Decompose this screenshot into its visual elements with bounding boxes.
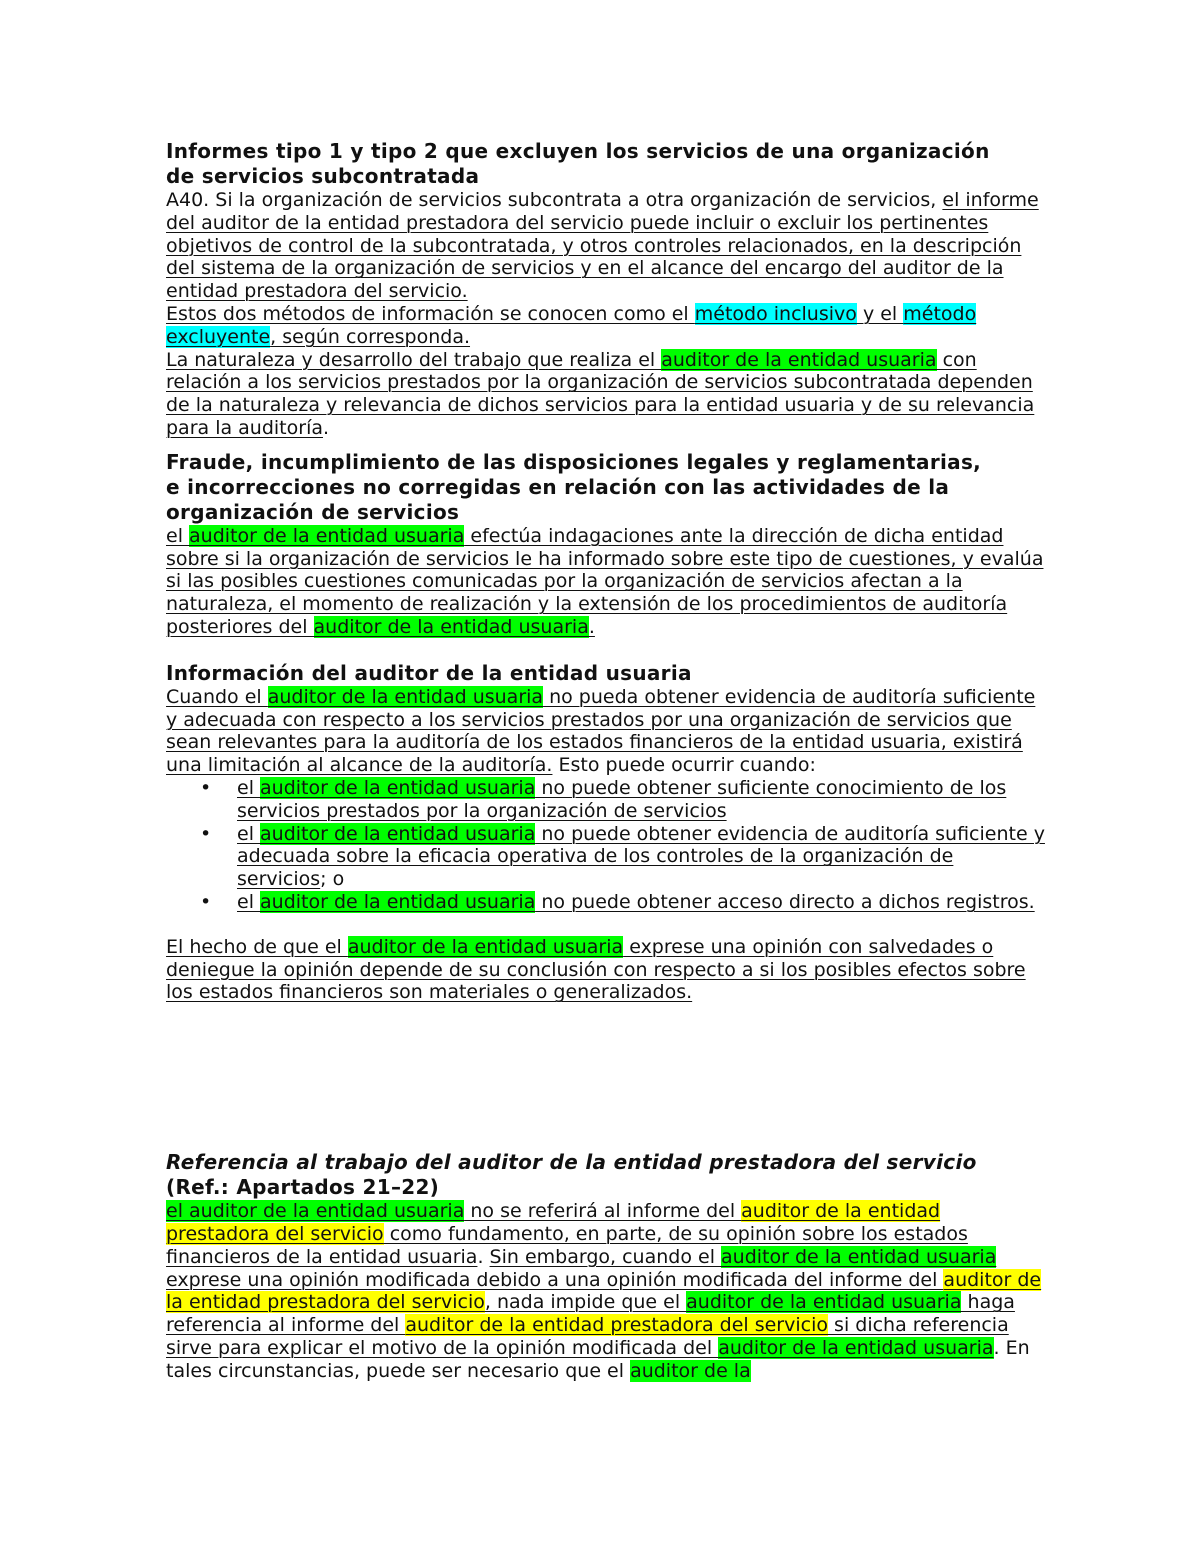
highlight-metodo-inclusivo: método inclusivo	[694, 302, 857, 325]
heading-line: organización de servicios	[166, 499, 460, 524]
text-run: el	[166, 524, 190, 547]
text-run: .	[323, 416, 330, 439]
text-run: exprese una opinión con salvedades o deniegue la opinión depende de su conclusión con respecto a si los posibles efectos sobre los estados financieros son materiales o generalizados.	[166, 935, 1026, 1004]
highlight-auditor-usuaria: auditor de la entidad usuaria	[260, 776, 536, 799]
text-run: , según corresponda.	[270, 325, 471, 348]
highlight-auditor-usuaria: auditor de la entidad usuaria	[267, 685, 544, 708]
highlight-auditor-usuaria: auditor de la entidad usuaria	[347, 935, 624, 958]
paragraph-metodos	[166, 303, 1046, 349]
text-run: Estos dos métodos de información se conocen como el	[166, 302, 695, 325]
highlight-auditor-usuaria: auditor de la entidad usuaria	[661, 348, 937, 371]
heading-line: Informes tipo 1 y tipo 2 que excluyen los servicios de una organización	[166, 139, 990, 163]
underlined-text: Sin embargo, cuando el	[489, 1245, 722, 1268]
underlined-text: no puede obtener evidencia de auditoría suficiente y adecuada sobre la eficacia operativa de los controles de la organización de servicios	[237, 822, 1045, 891]
highlight-auditor-usuaria: auditor de la entidad usuaria	[260, 890, 536, 913]
heading-line: e incorrecciones no corregidas en relación con las actividades de la	[166, 474, 950, 499]
highlight-auditor-prestadora: auditor de la entidad prestadora del servicio	[405, 1314, 828, 1337]
text-run: Esto puede ocurrir cuando:	[552, 754, 816, 777]
heading-line: de servicios subcontratada	[166, 164, 480, 188]
text-run: El hecho de que el	[166, 935, 348, 958]
highlight-auditor-usuaria: auditor de la entidad usuaria	[721, 1245, 997, 1268]
paragraph-referencia	[166, 1200, 1046, 1382]
highlight-auditor-usuaria: auditor de la entidad usuaria	[260, 822, 536, 845]
text-run: y el	[856, 302, 904, 325]
paragraph-a40	[166, 189, 1046, 303]
underlined-text: exprese una opinión modificada debido a una opinión modificada del informe del	[166, 1268, 944, 1291]
text-run: .	[588, 615, 595, 638]
highlight-auditor-usuaria: auditor de la entidad usuaria	[189, 524, 465, 547]
heading-line: Referencia al trabajo del auditor de la entidad prestadora del servicio	[166, 1150, 977, 1175]
text-run: efectúa indagaciones ante la dirección de dicha entidad sobre si la organización de servicios le ha informado sobre este tipo de cuestiones, y evalúa si las posibles cuestiones comunicadas por la organización de servicios afectan a la naturaleza, el momento de realización y la extensión de los procedimientos de auditoría posteriores del	[166, 524, 1044, 638]
highlight-auditor-prestadora: auditor de la entidad prestadora del servicio	[166, 1268, 1042, 1314]
section-heading-informes-tipo	[166, 139, 1046, 189]
underlined-text: como fundamento, en parte, de su opinión sobre los estados financieros de la entidad usuaria	[166, 1222, 968, 1268]
paragraph-naturaleza	[166, 349, 1046, 440]
underlined-text: el	[237, 822, 261, 845]
bullet-icon: •	[200, 890, 212, 913]
list-item	[166, 777, 1046, 823]
highlight-auditor-usuaria: auditor de la entidad usuaria	[718, 1336, 994, 1359]
underlined-text: Cuando el	[166, 685, 268, 708]
highlight-auditor-prestadora: auditor de la entidad prestadora del servicio	[166, 1200, 941, 1245]
list-item	[166, 823, 1046, 891]
underlined-text: con relación a los servicios prestados por la organización de servicios subcontratada dependen de la naturaleza y relevancia de dichos servicios para la entidad usuaria y de su relevancia para la auditoría	[166, 348, 1035, 439]
underlined-text: haga referencia al informe del	[166, 1291, 1015, 1337]
underlined-text: no se referirá al informe del	[464, 1200, 742, 1223]
underlined-text: no puede obtener acceso directo a dichos registros.	[535, 890, 1035, 913]
bullet-icon: •	[200, 822, 212, 845]
bullet-list	[166, 777, 1046, 914]
paragraph-hecho	[166, 936, 1046, 1004]
section-heading-referencia	[166, 1150, 1046, 1200]
text-run: A40. Si la organización de servicios subcontrata a otra organización de servicios,	[166, 189, 943, 211]
bullet-icon: •	[200, 776, 212, 799]
paragraph-cuando	[166, 686, 1046, 777]
underlined-text: no puede obtener suficiente conocimiento de los servicios prestados por la organización de servicios	[237, 776, 1007, 822]
underlined-text: , nada impide que el	[484, 1291, 687, 1314]
underlined-text: La naturaleza y desarrollo del trabajo que realiza el	[166, 348, 662, 371]
heading-line: (Ref.: Apartados 21–22)	[166, 1175, 440, 1200]
heading-line: Información del auditor de la entidad usuaria	[166, 660, 692, 685]
section-heading-informacion	[166, 661, 1046, 686]
underlined-text: el informe del auditor de la entidad prestadora del servicio puede incluir o excluir los pertinentes objetivos de control de la subcontratada, y otros controles relacionados, en la descripción del sistema de la organización de servicios y en el alcance del encargo del auditor de la entidad prestadora del servicio.	[166, 189, 1039, 303]
text-run: .	[477, 1245, 490, 1268]
text-run: ; o	[320, 868, 345, 891]
highlight-auditor-usuaria: el auditor de la entidad usuaria	[166, 1200, 465, 1223]
heading-line: Fraude, incumplimiento de las disposiciones legales y reglamentarias,	[166, 449, 982, 474]
paragraph-fraude	[166, 525, 1046, 639]
list-item	[166, 891, 1046, 914]
document-page	[166, 139, 1046, 1382]
section-heading-fraude	[166, 450, 1046, 525]
highlight-auditor-usuaria: auditor de la	[630, 1359, 751, 1382]
underlined-text: si dicha referencia sirve para explicar el motivo de la opinión modificada del	[166, 1314, 1009, 1359]
highlight-metodo-excluyente: método excluyente	[166, 302, 977, 348]
underlined-text: el	[237, 776, 261, 799]
text-run: . En tales circunstancias, puede ser necesario que el	[166, 1336, 1030, 1382]
highlight-auditor-usuaria: auditor de la entidad usuaria	[313, 615, 589, 638]
underlined-text: no pueda obtener evidencia de auditoría suficiente y adecuada con respecto a los servicios prestados por una organización de servicios que sean relevantes para la auditoría de los estados financieros de la entidad usuaria, existirá una limitación al alcance de la auditoría.	[166, 685, 1036, 777]
highlight-auditor-usuaria: auditor de la entidad usuaria	[686, 1291, 962, 1314]
underlined-text: el	[237, 890, 261, 913]
